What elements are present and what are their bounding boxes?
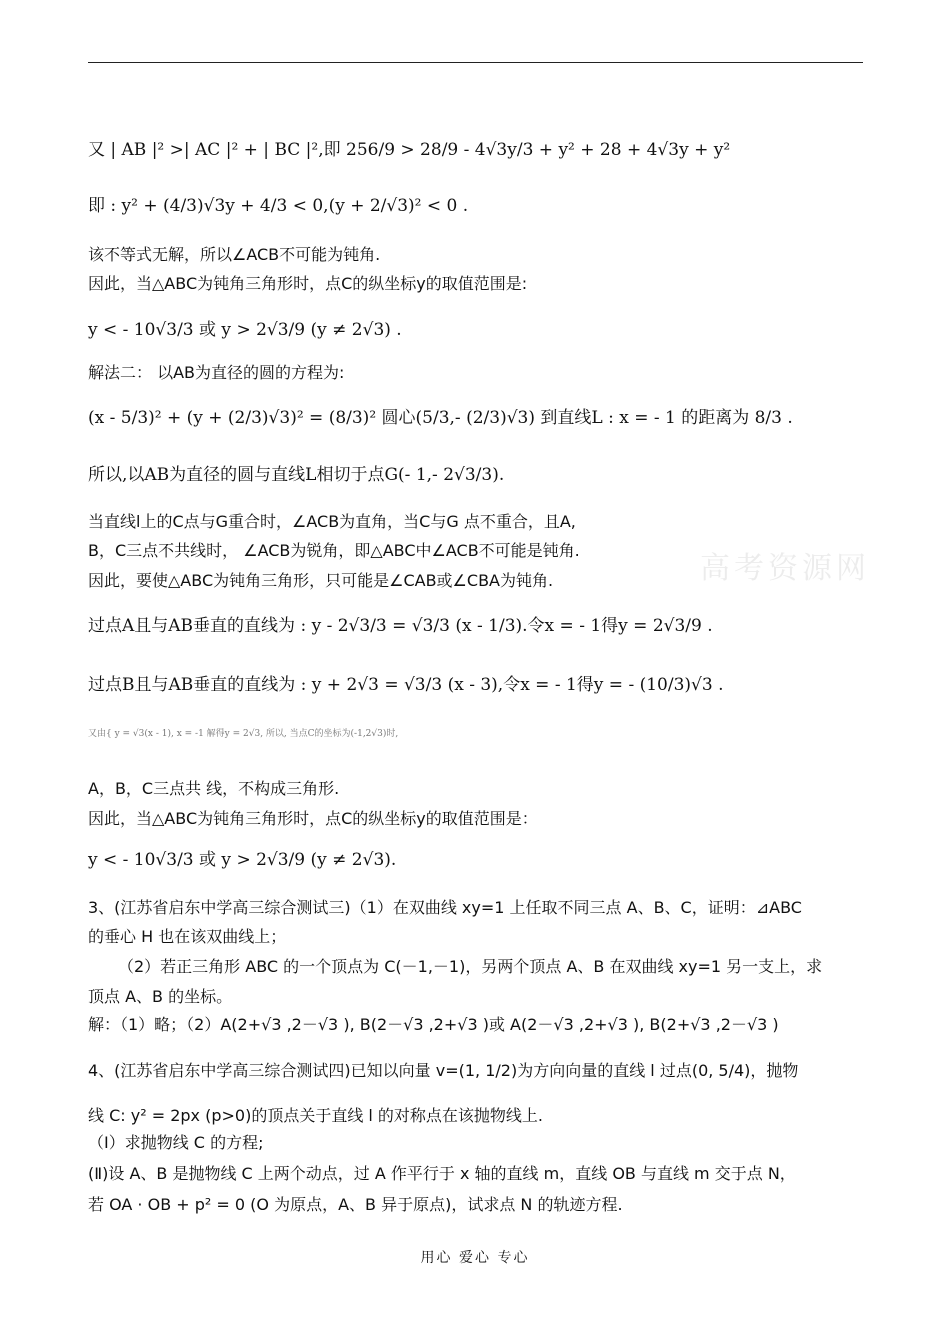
text-line-11: 因此，要使△ABC为钝角三角形，只可能是∠CAB或∠CBA为钝角. (88, 571, 554, 590)
text-line-7: (x - 5/3)² + (y + (2/3)√3)² = (8/3)² 圆心(5/3,- (2/3)√3) 到直线L : x = - 1 的距离为 8/3 . (88, 408, 793, 428)
text-line-23: 4、(江苏省启东中学高三综合测试四)已知以向量 v=(1, 1/2)为方向向量的直线 l 过点(0, 5/4)，抛物 (88, 1061, 799, 1080)
text-line-24: 线 C: y² = 2px (p>0)的顶点关于直线 l 的对称点在该抛物线上. (88, 1106, 544, 1125)
text-line-8: 所以,以AB为直径的圆与直线L相切于点G(- 1,- 2√3/3). (88, 465, 505, 485)
text-line-13: 过点B且与AB垂直的直线为 : y + 2√3 = √3/3 (x - 3),令x = - 1得y = - (10/3)√3 . (88, 675, 724, 695)
text-line-20: （2）若正三角形 ABC 的一个顶点为 C(－1,－1)，另两个顶点 A、B 在双曲线 xy=1 另一支上，求 (118, 957, 823, 976)
text-line-18: 3、(江苏省启东中学高三综合测试三)（1）在双曲线 xy=1 上任取不同三点 A、B、C，证明：⊿ABC (88, 898, 802, 917)
text-line-19: 的垂心 H 也在该双曲线上； (88, 927, 287, 946)
text-line-1: 又 | AB |² >| AC |² + | BC |²,即 256/9 > 28/9 - 4√3y/3 + y² + 28 + 4√3y + y² (88, 140, 731, 160)
text-line-2: 即 : y² + (4/3)√3y + 4/3 < 0,(y + 2/√3)² < 0 . (88, 196, 469, 216)
text-line-14: 又由{ y = √3(x - 1), x = -1 解得y = 2√3, 所以, 当点C的坐标为(-1,2√3)时, (88, 729, 399, 739)
watermark: 高考资源网 (700, 551, 870, 586)
text-line-6: 解法二： 以AB为直径的圆的方程为: (88, 363, 345, 382)
text-line-9: 当直线l上的C点与G重合时，∠ACB为直角，当C与G 点不重合，且A, (88, 512, 576, 531)
text-line-25: （Ⅰ）求抛物线 C 的方程; (88, 1133, 264, 1152)
header-rule (88, 62, 863, 63)
text-line-26: (Ⅱ)设 A、B 是抛物线 C 上两个动点，过 A 作平行于 x 轴的直线 m，直线 OB 与直线 m 交于点 N， (88, 1164, 796, 1183)
text-line-5: y < - 10√3/3 或 y > 2√3/9 (y ≠ 2√3) . (88, 320, 402, 340)
text-line-4: 因此，当△ABC为钝角三角形时，点C的纵坐标y的取值范围是: (88, 274, 528, 293)
text-line-17: y < - 10√3/3 或 y > 2√3/9 (y ≠ 2√3). (88, 850, 397, 870)
text-line-15: A，B，C三点共 线，不构成三角形. (88, 779, 340, 798)
text-line-27: 若 OA · OB + p² = 0 (O 为原点，A、B 异于原点)，试求点 N 的轨迹方程. (88, 1195, 623, 1214)
page-footer: 用心 爱心 专心 (420, 1250, 530, 1266)
text-line-21: 顶点 A、B 的坐标。 (88, 987, 233, 1006)
text-line-12: 过点A且与AB垂直的直线为 : y - 2√3/3 = √3/3 (x - 1/3).令x = - 1得y = 2√3/9 . (88, 616, 713, 636)
text-line-3: 该不等式无解，所以∠ACB不可能为钝角. (88, 245, 381, 264)
text-line-16: 因此，当△ABC为钝角三角形时，点C的纵坐标y的取值范围是： (88, 809, 538, 828)
text-line-10: B，C三点不共线时， ∠ACB为锐角，即△ABC中∠ACB不可能是钝角. (88, 541, 580, 560)
text-line-22: 解：（1）略；（2）A(2+√3 ,2－√3 ), B(2－√3 ,2+√3 )或 A(2－√3 ,2+√3 ), B(2+√3 ,2－√3 ) (88, 1015, 779, 1034)
